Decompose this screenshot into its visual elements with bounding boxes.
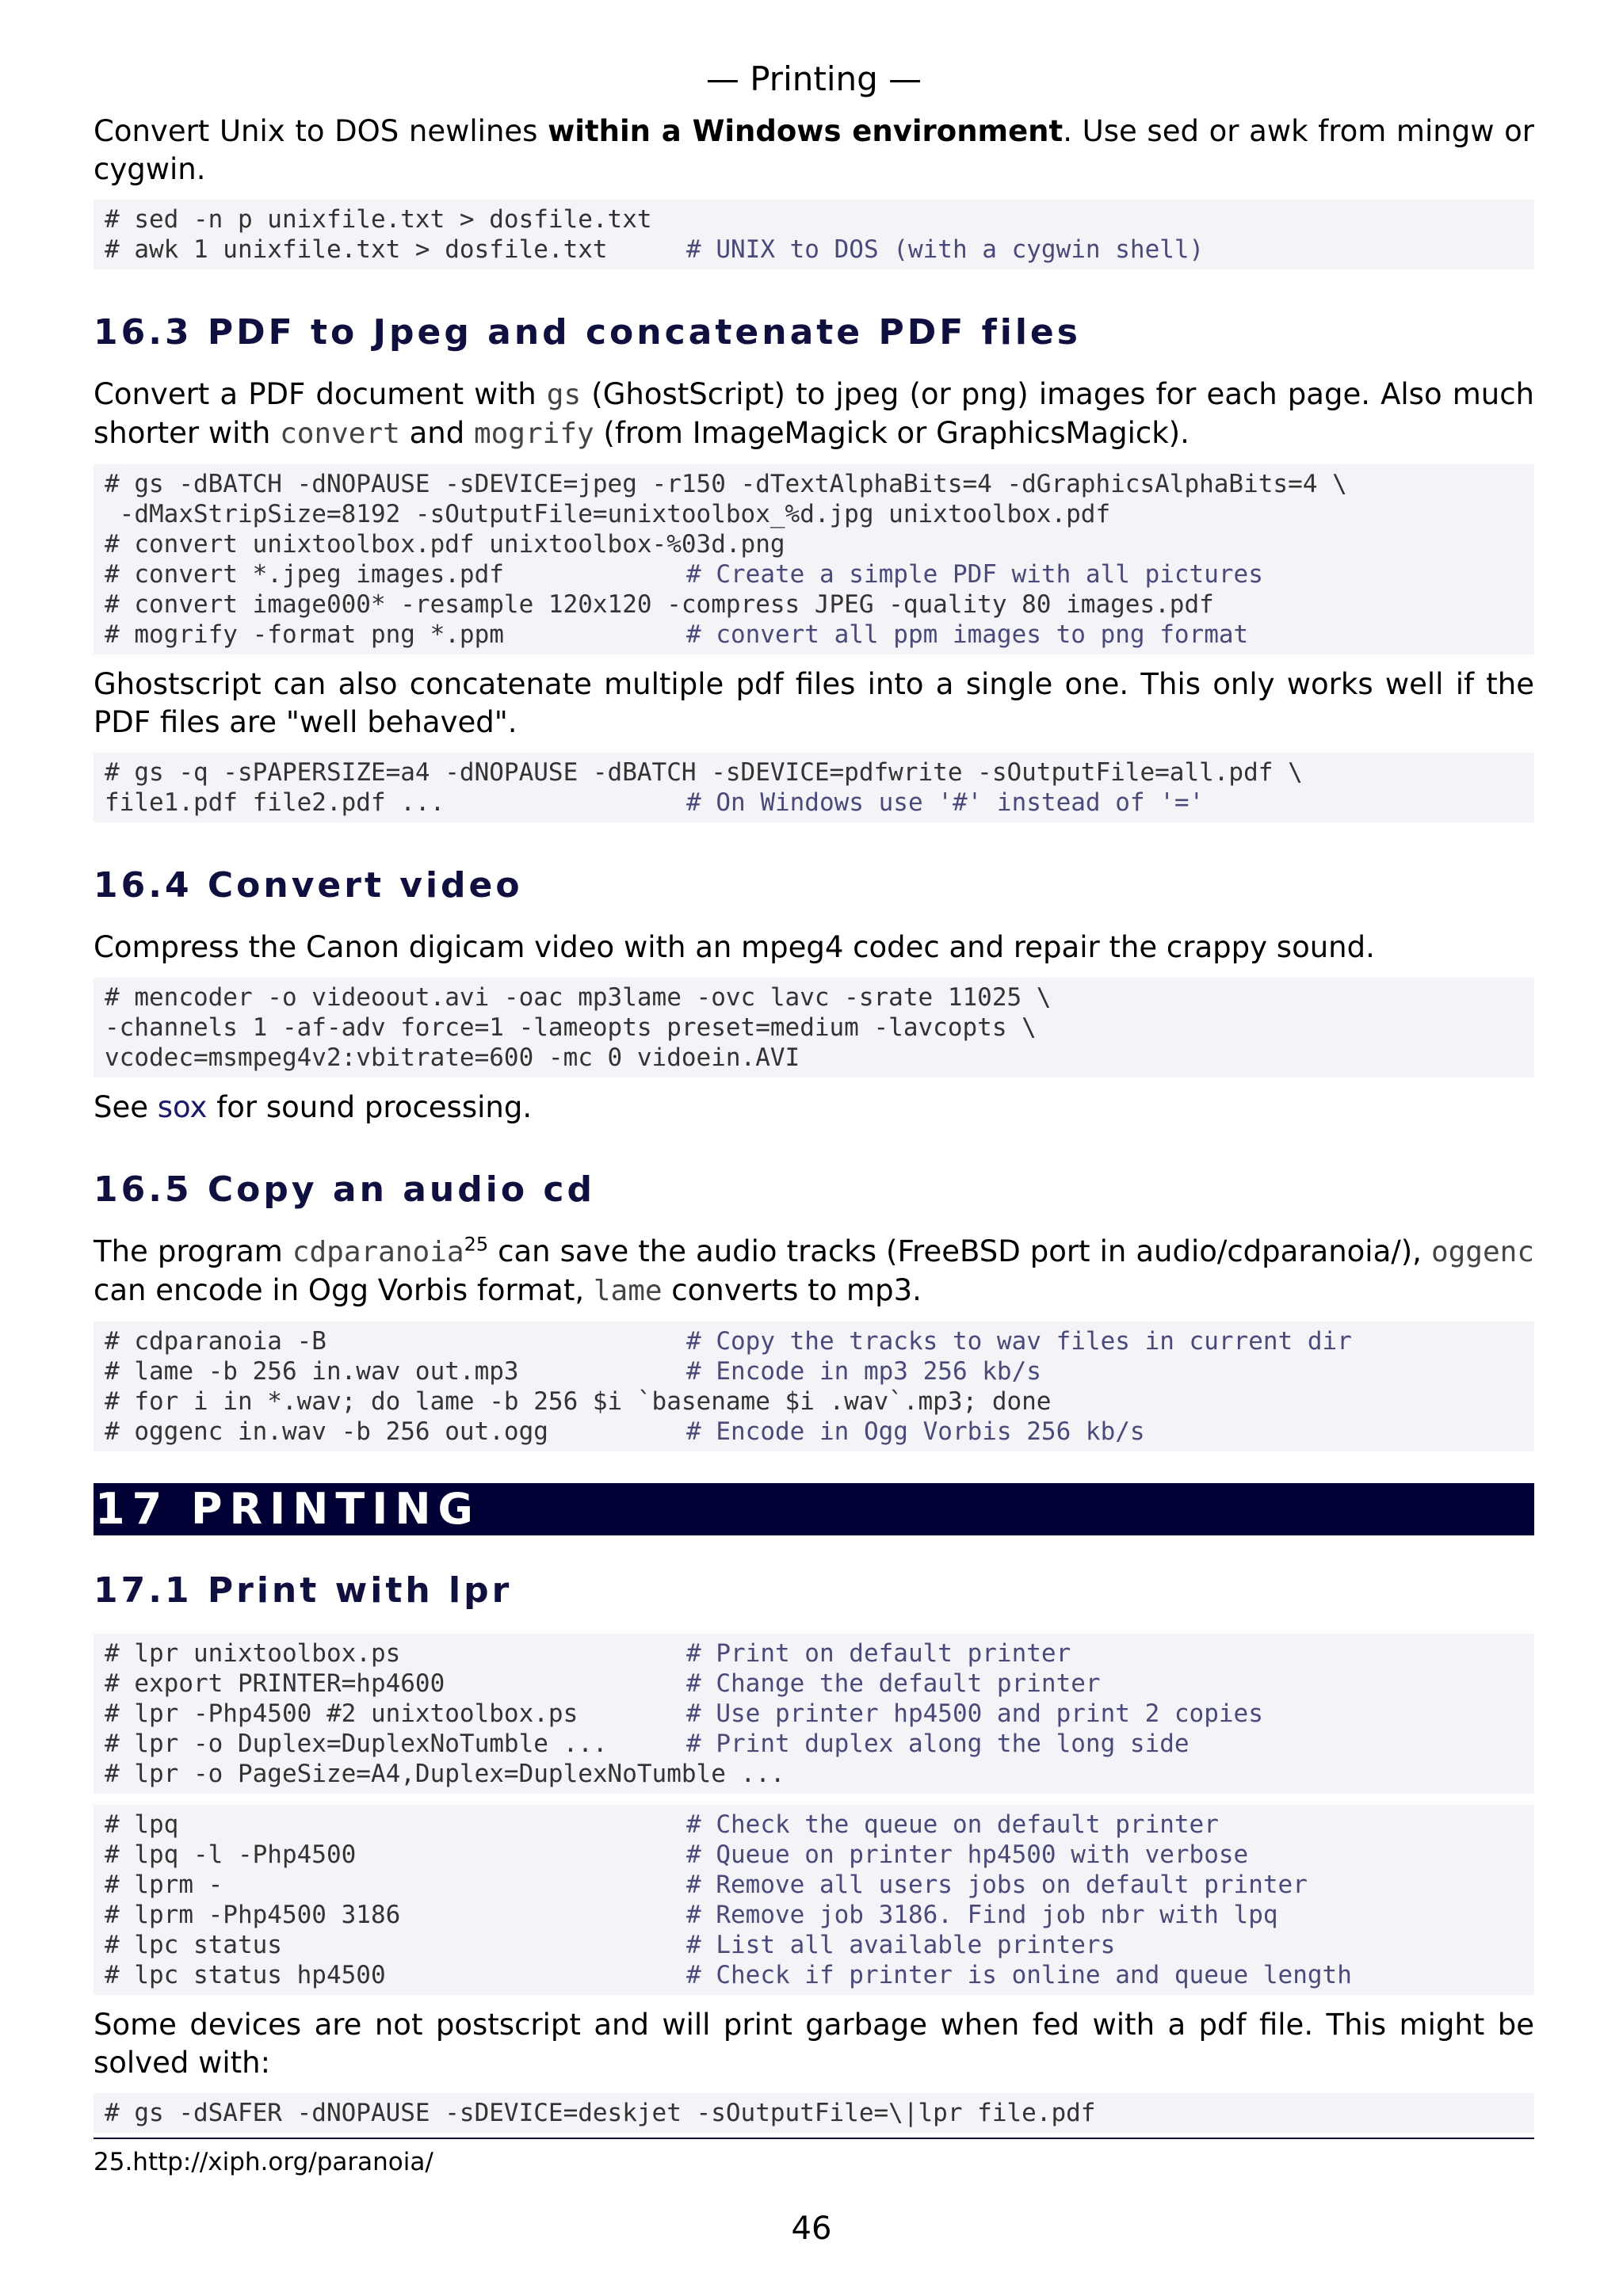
code-block-lpq — [94, 1805, 1534, 1995]
section-16-4-title: 16.4 Convert video — [94, 865, 523, 906]
code-command: # convert image000* -resample 120x120 -compress JPEG -quality 80 images.pdf — [105, 590, 1214, 619]
footnote-ref[interactable]: 25 — [464, 1233, 489, 1256]
text: (from ImageMagick or GraphicsMagick). — [594, 416, 1190, 450]
code-comment: # UNIX to DOS (with a cygwin shell) — [686, 235, 1205, 264]
intro-paragraph — [94, 113, 1534, 189]
code-command: vcodec=msmpeg4v2:vbitrate=600 -mc 0 vidoein.AVI — [105, 1043, 800, 1072]
code-block-pdf-jpeg — [94, 464, 1534, 654]
code-comment: # Change the default printer — [686, 1669, 1101, 1698]
code-block-mencoder — [94, 978, 1534, 1077]
convert-command: convert — [280, 418, 400, 450]
text: (GhostScript) to jpeg (or png) images for each page. Also much shorter with — [94, 377, 1534, 450]
code-comment: # On Windows use '#' instead of '=' — [686, 788, 1205, 817]
code-line — [105, 1356, 1523, 1386]
code-line — [105, 757, 1523, 788]
intro-text: Convert Unix to DOS newlines — [94, 114, 548, 148]
code-comment: # Create a simple PDF with all pictures — [686, 560, 1263, 589]
sox-link[interactable]: sox — [157, 1090, 208, 1124]
code-line — [105, 1043, 1523, 1073]
code-block-audio-cd — [94, 1322, 1534, 1451]
code-line — [105, 1638, 1523, 1669]
code-command: # cdparanoia -B — [105, 1327, 327, 1356]
intro-text-after: . Use sed or awk from mingw or cygwin. — [94, 114, 1534, 186]
code-command: # mogrify -format png *.ppm — [105, 620, 504, 649]
code-comment: # Print duplex along the long side — [686, 1730, 1190, 1758]
code-comment: # Check if printer is online and queue length — [686, 1961, 1352, 1989]
code-command: -dMaxStripSize=8192 -sOutputFile=unixtoolbox_%d.jpg unixtoolbox.pdf — [105, 500, 1111, 528]
code-command: # lpr -o Duplex=DuplexNoTumble ... — [105, 1730, 608, 1758]
code-comment: # convert all ppm images to png format — [686, 620, 1249, 649]
code-comment: # Print on default printer — [686, 1639, 1071, 1668]
code-command: # gs -dSAFER -dNOPAUSE -sDEVICE=deskjet -sOutputFile=\|lpr file.pdf — [105, 2099, 1096, 2127]
code-command: # lpr -o PageSize=A4,Duplex=DuplexNoTumble ... — [105, 1760, 785, 1788]
text: See — [94, 1090, 158, 1124]
code-comment: # List all available printers — [686, 1931, 1116, 1959]
code-line — [105, 1386, 1523, 1417]
section-16-4-paragraph: Compress the Canon digicam video with an mpeg4 codec and repair the crappy sound. — [94, 930, 1375, 964]
code-command: # mencoder -o videoout.avi -oac mp3lame -ovc lavc -srate 11025 \ — [105, 983, 1052, 1012]
code-line — [105, 1326, 1523, 1356]
code-command: # lame -b 256 in.wav out.mp3 — [105, 1357, 519, 1386]
code-line — [105, 1810, 1523, 1840]
code-line — [105, 589, 1523, 620]
section-16-5-title: 16.5 Copy an audio cd — [94, 1169, 595, 1210]
code-line — [105, 620, 1523, 650]
code-line — [105, 1729, 1523, 1759]
section-17-1-title: 17.1 Print with lpr — [94, 1570, 513, 1611]
intro-bold: within a Windows environment — [548, 114, 1064, 148]
text: converts to mp3. — [662, 1273, 922, 1307]
code-line — [105, 1699, 1523, 1729]
code-line — [105, 1900, 1523, 1930]
code-command: # export PRINTER=hp4600 — [105, 1669, 445, 1698]
code-command: # awk 1 unixfile.txt > dosfile.txt — [105, 235, 608, 264]
code-line — [105, 469, 1523, 499]
code-command: # lpc status — [105, 1931, 282, 1959]
postscript-paragraph: Some devices are not postscript and will print garbage when fed with a pdf file. This might be solved with: — [94, 2008, 1534, 2080]
lame-command: lame — [593, 1275, 663, 1307]
code-comment: # Queue on printer hp4500 with verbose — [686, 1840, 1249, 1869]
text: The program — [94, 1234, 292, 1268]
code-line — [105, 204, 1523, 235]
code-block-dos — [94, 200, 1534, 269]
text: can encode in Ogg Vorbis format, — [94, 1273, 594, 1307]
mogrify-command: mogrify — [473, 418, 594, 450]
code-line — [105, 1013, 1523, 1043]
text: and — [399, 416, 474, 450]
code-line — [105, 1669, 1523, 1699]
running-header: — Printing — — [705, 59, 922, 98]
code-line — [105, 235, 1523, 265]
code-comment: # Remove job 3186. Find job nbr with lpq — [686, 1901, 1278, 1929]
code-line — [105, 1930, 1523, 1960]
section-16-3-title: 16.3 PDF to Jpeg and concatenate PDF files — [94, 312, 1081, 353]
code-command: # sed -n p unixfile.txt > dosfile.txt — [105, 205, 652, 234]
code-command: # lprm -Php4500 3186 — [105, 1901, 401, 1929]
chapter-17-title: 17 PRINTING — [94, 1483, 1534, 1535]
code-command: -channels 1 -af-adv force=1 -lameopts preset=medium -lavcopts \ — [105, 1013, 1037, 1042]
code-line — [105, 1840, 1523, 1870]
document-page — [94, 55, 1534, 2179]
code-command: # gs -dBATCH -dNOPAUSE -sDEVICE=jpeg -r150 -dTextAlphaBits=4 -dGraphicsAlphaBits=4 \ — [105, 470, 1347, 498]
oggenc-command: oggenc — [1430, 1236, 1534, 1268]
code-comment: # Encode in Ogg Vorbis 256 kb/s — [686, 1417, 1145, 1446]
footnote: 25.http://xiph.org/paranoia/ — [94, 2148, 433, 2176]
cdparanoia-command: cdparanoia — [292, 1236, 464, 1268]
code-command: # for i in *.wav; do lame -b 256 $i `basename $i .wav`.mp3; done — [105, 1387, 1052, 1416]
sox-paragraph — [94, 1089, 1534, 1127]
code-line — [105, 788, 1523, 818]
code-line — [105, 1870, 1523, 1900]
code-command: # lpq -l -Php4500 — [105, 1840, 357, 1869]
ghostscript-paragraph: Ghostscript can also concatenate multiple pdf files into a single one. This only works well if the PDF files are "well behaved". — [94, 667, 1534, 739]
code-block-lpr — [94, 1634, 1534, 1794]
code-command: # lprm - — [105, 1871, 223, 1899]
code-line — [105, 559, 1523, 589]
code-command: # lpq — [105, 1810, 179, 1839]
section-16-3-paragraph — [94, 376, 1534, 453]
code-command: # lpc status hp4500 — [105, 1961, 386, 1989]
code-line — [105, 529, 1523, 559]
text: for sound processing. — [207, 1090, 533, 1124]
code-line — [105, 1960, 1523, 1990]
code-comment: # Copy the tracks to wav files in current dir — [686, 1327, 1352, 1356]
code-command: file1.pdf file2.pdf ... — [105, 788, 445, 817]
text: can save the audio tracks (FreeBSD port in audio/cdparanoia/), — [488, 1234, 1431, 1268]
code-comment: # Remove all users jobs on default printer — [686, 1871, 1308, 1899]
gs-command: gs — [546, 379, 582, 411]
text: Convert a PDF document with — [94, 377, 547, 411]
code-command: # lpr -Php4500 #2 unixtoolbox.ps — [105, 1699, 579, 1728]
section-16-5-paragraph — [94, 1233, 1534, 1310]
code-command: # gs -q -sPAPERSIZE=a4 -dNOPAUSE -dBATCH -sDEVICE=pdfwrite -sOutputFile=all.pdf \ — [105, 758, 1303, 787]
code-line — [105, 1417, 1523, 1447]
code-comment: # Check the queue on default printer — [686, 1810, 1219, 1839]
code-comment: # Use printer hp4500 and print 2 copies — [686, 1699, 1263, 1728]
code-comment: # Encode in mp3 256 kb/s — [686, 1357, 1041, 1386]
code-command: # lpr unixtoolbox.ps — [105, 1639, 401, 1668]
code-line — [105, 1759, 1523, 1789]
code-block-deskjet — [94, 2093, 1534, 2133]
code-command: # convert *.jpeg images.pdf — [105, 560, 504, 589]
code-block-pdf-concat — [94, 753, 1534, 822]
code-line — [105, 2098, 1523, 2128]
page-number: 46 — [791, 2210, 832, 2247]
code-line — [105, 982, 1523, 1013]
code-line — [105, 499, 1523, 529]
code-command: # convert unixtoolbox.pdf unixtoolbox-%03d.png — [105, 530, 785, 559]
code-command: # oggenc in.wav -b 256 out.ogg — [105, 1417, 548, 1446]
